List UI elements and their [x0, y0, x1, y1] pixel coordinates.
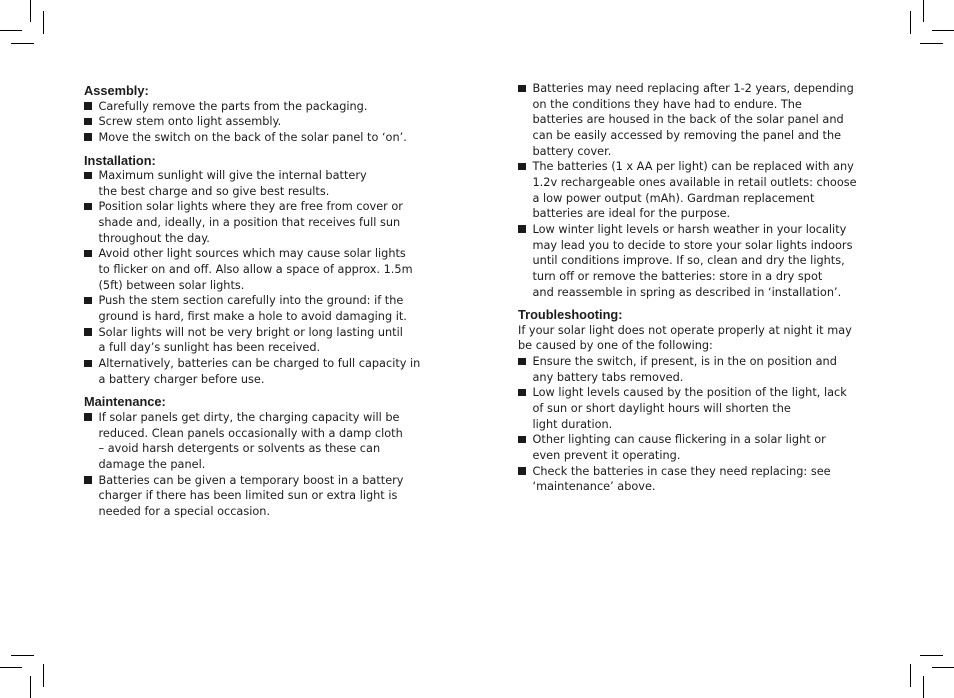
- list-item-line: damage the panel.: [98, 457, 206, 471]
- list-item: [84, 99, 434, 115]
- list-item-line: batteries are ideal for the purpose.: [532, 207, 731, 221]
- list-item: [84, 410, 434, 473]
- list-item-line: Screw stem onto light assembly.: [98, 115, 282, 129]
- list-item-line: of sun or short daylight hours will shorten the: [532, 402, 791, 416]
- list-item-line: Batteries can be given a temporary boost in a battery: [98, 473, 404, 487]
- list-item-line: reduced. Clean panels occasionally with a damp cloth: [98, 426, 403, 440]
- list-item-line: Carefully remove the parts from the packaging.: [98, 99, 368, 113]
- list-item-line: may lead you to decide to store your solar lights indoors: [532, 238, 853, 252]
- list-item-line: a full day’s sunlight has been received.: [98, 341, 321, 355]
- list-item-line: battery cover.: [532, 144, 612, 158]
- bullet-square-icon: [518, 85, 526, 93]
- list-item-line: If solar panels get dirty, the charging capacity will be: [98, 410, 400, 424]
- list-item-line: charger if there has been limited sun or extra light is: [98, 489, 398, 503]
- left-column: [84, 83, 434, 520]
- list-item: [518, 385, 870, 432]
- list-item-line: Avoid other light sources which may cause solar lights: [98, 247, 406, 261]
- crop-mark: [920, 655, 943, 656]
- list-item-line: a low power output (mAh). Gardman replacement: [532, 191, 815, 205]
- list-item-line: and reassemble in spring as described in ‘installation’.: [532, 285, 842, 299]
- bullet-square-icon: [84, 250, 92, 258]
- maintenance-list: [84, 410, 434, 520]
- crop-mark: [0, 667, 22, 668]
- list-item-line: 1.2v rechargeable ones available in retail outlets: choose: [532, 175, 857, 189]
- list-item-line: light duration.: [532, 417, 613, 431]
- troubleshooting-heading: Troubleshooting:: [518, 307, 623, 323]
- crop-mark: [910, 664, 911, 687]
- crop-mark: [43, 664, 44, 687]
- list-item: [84, 473, 434, 520]
- list-item-line: Ensure the switch, if present, is in the on position and: [532, 355, 837, 369]
- crop-mark: [910, 11, 911, 34]
- list-item-line: until conditions improve. If so, clean and dry the lights,: [532, 254, 845, 268]
- list-item-line: turn off or remove the batteries: store in a dry spot: [532, 269, 823, 283]
- crop-mark: [30, 676, 31, 698]
- installation-list: [84, 168, 434, 387]
- crop-mark: [923, 0, 924, 22]
- bullet-square-icon: [84, 118, 92, 126]
- crop-mark: [30, 0, 31, 22]
- right-column: [518, 81, 870, 495]
- list-item-line: even prevent it operating.: [532, 449, 681, 463]
- list-item-line: – avoid harsh detergents or solvents as these can: [98, 442, 381, 456]
- troubleshooting-intro: [518, 323, 870, 354]
- bullet-square-icon: [84, 133, 92, 141]
- crop-mark: [11, 43, 34, 44]
- list-item-line: ‘maintenance’ above.: [532, 480, 656, 494]
- list-item-line: Push the stem section carefully into the ground: if the: [98, 294, 404, 308]
- assembly-list: [84, 99, 434, 146]
- battery-list: [518, 81, 870, 300]
- list-item-line: Low winter light levels or harsh weather in your locality: [532, 222, 847, 236]
- bullet-square-icon: [84, 413, 92, 421]
- bullet-square-icon: [518, 163, 526, 171]
- bullet-square-icon: [84, 297, 92, 305]
- list-item-line: Position solar lights where they are free from cover or: [98, 200, 403, 214]
- bullet-square-icon: [84, 360, 92, 368]
- list-item: [518, 159, 870, 222]
- list-item: [84, 168, 434, 199]
- list-item-line: Move the switch on the back of the solar panel to ‘on’.: [98, 130, 407, 144]
- list-item: [518, 432, 870, 463]
- bullet-square-icon: [84, 172, 92, 180]
- crop-mark: [0, 30, 22, 31]
- list-item: [84, 130, 434, 146]
- troubleshooting-section: [518, 307, 870, 495]
- list-item-line: can be easily accessed by removing the panel and the: [532, 128, 842, 142]
- list-item-line: a battery charger before use.: [98, 372, 265, 386]
- bullet-square-icon: [518, 389, 526, 397]
- bullet-square-icon: [518, 225, 526, 233]
- troubleshooting-list: [518, 354, 870, 495]
- list-item-line: to flicker on and off. Also allow a space of approx. 1.5m: [98, 263, 413, 277]
- list-item: [84, 246, 434, 293]
- list-item-line: Batteries may need replacing after 1-2 years, depending: [532, 82, 854, 95]
- list-item-line: Solar lights will not be very bright or long lasting until: [98, 325, 403, 339]
- list-item: [518, 222, 870, 300]
- crop-mark: [932, 30, 954, 31]
- bullet-square-icon: [84, 102, 92, 110]
- list-item-line: on the conditions they have had to endure. The: [532, 97, 802, 111]
- list-item-line: Low light levels caused by the position of the light, lack: [532, 386, 847, 400]
- list-item-line: Alternatively, batteries can be charged to full capacity in: [98, 357, 421, 371]
- list-item-line: any battery tabs removed.: [532, 370, 684, 384]
- bullet-square-icon: [84, 476, 92, 484]
- list-item: [84, 199, 434, 246]
- crop-mark: [43, 11, 44, 34]
- list-item-line: Other lighting can cause flickering in a solar light or: [532, 433, 826, 447]
- list-item-line: The batteries (1 x AA per light) can be replaced with any: [532, 160, 854, 174]
- list-item-line: shade and, ideally, in a position that receives full sun: [98, 216, 401, 230]
- list-item-line: ground is hard, first make a hole to avoid damaging it.: [98, 310, 407, 324]
- list-item: [518, 81, 870, 159]
- list-item-line: throughout the day.: [98, 231, 210, 245]
- crop-mark: [932, 667, 954, 668]
- list-item: [84, 114, 434, 130]
- bullet-square-icon: [84, 328, 92, 336]
- maintenance-heading: Maintenance:: [84, 394, 166, 410]
- list-item-line: Check the batteries in case they need replacing: see: [532, 464, 831, 478]
- list-item: [84, 325, 434, 356]
- bullet-square-icon: [84, 203, 92, 211]
- list-item: [84, 356, 434, 387]
- installation-section: [84, 153, 434, 388]
- list-item-line: (5ft) between solar lights.: [98, 278, 245, 292]
- crop-mark: [923, 676, 924, 698]
- crop-mark: [920, 43, 943, 44]
- bullet-square-icon: [518, 358, 526, 366]
- bullet-square-icon: [518, 467, 526, 475]
- intro-line: If your solar light does not operate properly at night it may: [518, 323, 852, 337]
- list-item-line: batteries are housed in the back of the solar panel and: [532, 113, 844, 127]
- list-item: [518, 354, 870, 385]
- list-item-line: needed for a special occasion.: [98, 504, 271, 518]
- list-item: [518, 464, 870, 495]
- bullet-square-icon: [518, 436, 526, 444]
- list-item: [84, 293, 434, 324]
- maintenance-section: [84, 394, 434, 519]
- intro-line: be caused by one of the following:: [518, 339, 713, 353]
- assembly-section: [84, 83, 434, 146]
- list-item-line: the best charge and so give best results.: [98, 184, 330, 198]
- assembly-heading: Assembly:: [84, 83, 149, 98]
- list-item-line: Maximum sunlight will give the internal battery: [98, 169, 367, 183]
- crop-mark: [11, 655, 34, 656]
- installation-heading: Installation:: [84, 152, 156, 168]
